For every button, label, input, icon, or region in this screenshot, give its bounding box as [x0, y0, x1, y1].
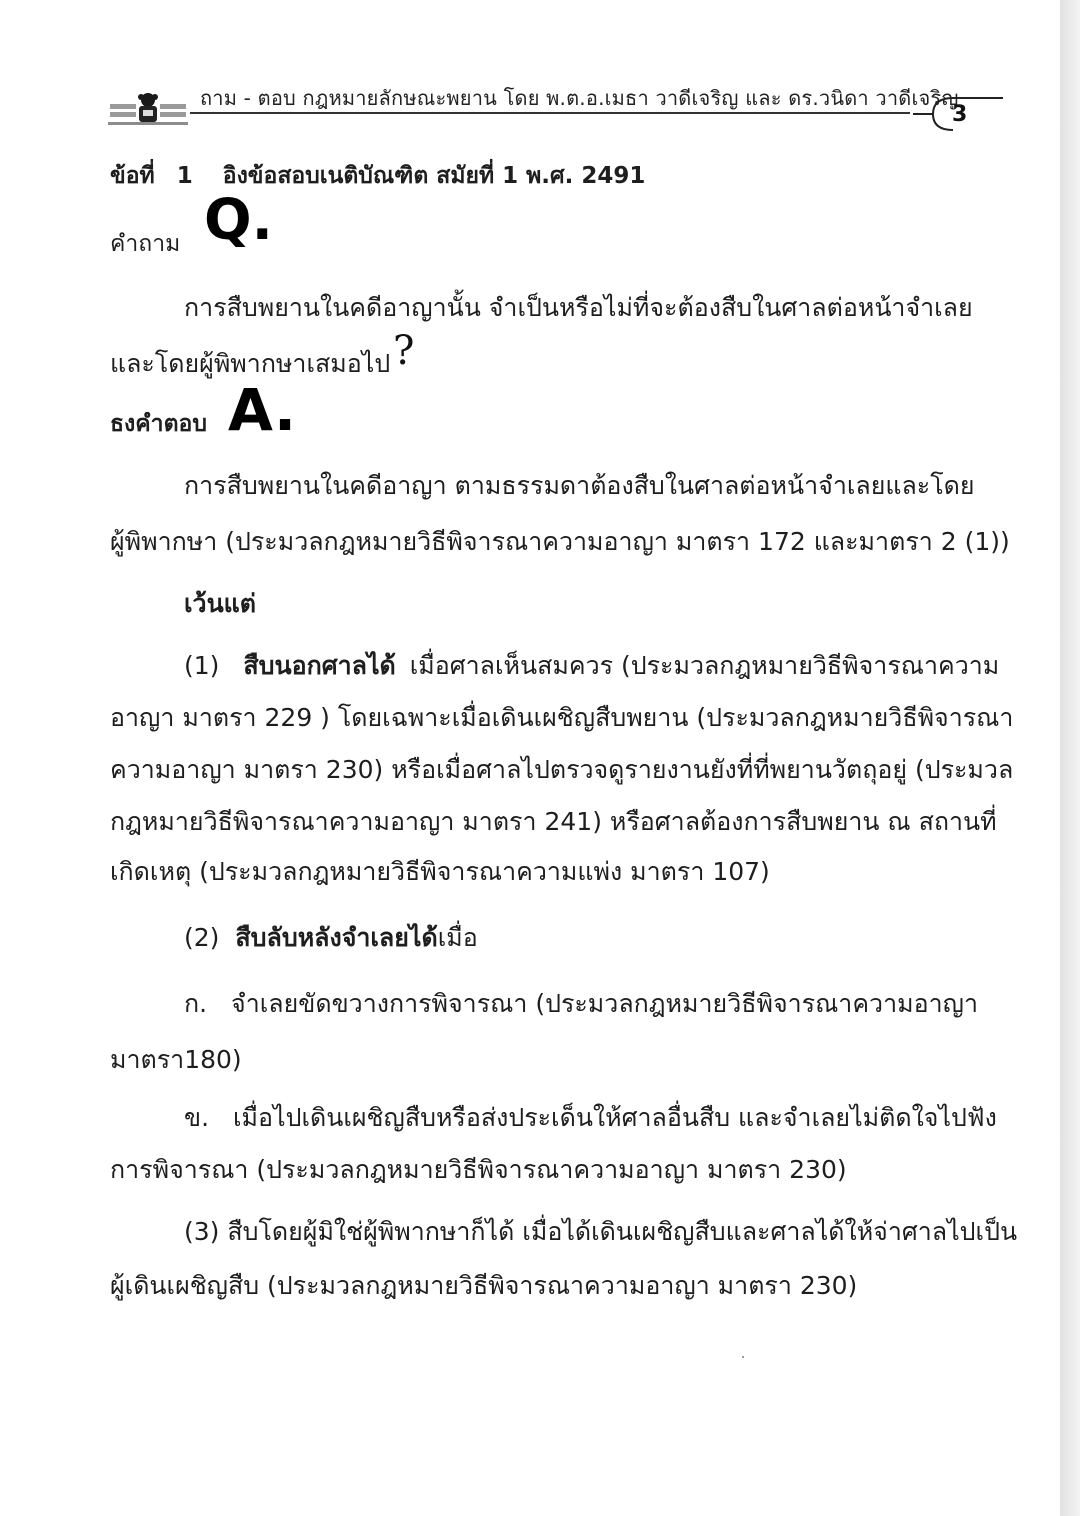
- item1-line3: ความอาญา มาตรา 230) หรือเมื่อศาลไปตรวจดูรายงานยังที่ที่พยานวัตถุอยู่ (ประมวล: [110, 755, 1014, 784]
- item3-line1: (3) สืบโดยผู้มิใช่ผู้พิพากษาก็ได้ เมื่อได้เดินเผชิญสืบและศาลได้ให้จ่าศาลไปเป็น: [184, 1217, 1018, 1246]
- speck: [742, 1356, 744, 1358]
- item2-sub-a-line2: มาตรา180): [110, 1045, 242, 1074]
- question-source: อิงข้อสอบเนติบัณฑิต สมัยที่ 1 พ.ศ. 2491: [222, 163, 646, 189]
- running-header: [108, 78, 988, 134]
- item1-heading: สืบนอกศาลได้: [243, 651, 396, 680]
- item1-line1: [184, 646, 999, 686]
- item2-heading: สืบลับหลังจำเลยได้: [235, 923, 438, 952]
- item2-sub-a-text: จำเลยขัดขวางการพิจารณา (ประมวลกฎหมายวิธีพิจารณาความอาญา: [231, 989, 978, 1018]
- running-title: ถาม - ตอบ กฎหมายลักษณะพยาน โดย พ.ต.อ.เมธา วาดีเจริญ และ ดร.วนิดา วาดีเจริญ: [200, 86, 959, 110]
- item2-heading-line: [184, 918, 478, 958]
- question-text-line1: การสืบพยานในคดีอาญานั้น จำเป็นหรือไม่ที่จะต้องสืบในศาลต่อหน้าจำเลย: [184, 293, 973, 322]
- item1-line2: อาญา มาตรา 229 ) โดยเฉพาะเมื่อเดินเผชิญสืบพยาน (ประมวลกฎหมายวิธีพิจารณา: [110, 703, 1014, 732]
- page-number: 3: [952, 102, 968, 127]
- answer-intro-line2: ผู้พิพากษา (ประมวลกฎหมายวิธีพิจารณาความอาญา มาตรา 172 และมาตรา 2 (1)): [110, 527, 1010, 556]
- question-heading: [110, 158, 645, 194]
- header-rule: [190, 112, 910, 114]
- item1-line5: เกิดเหตุ (ประมวลกฎหมายวิธีพิจารณาความแพ่ง มาตรา 107): [110, 857, 770, 886]
- item2-sub-b-text: เมื่อไปเดินเผชิญสืบหรือส่งประเด็นให้ศาลอื่นสืบ และจำเลยไม่ติดใจไปฟัง: [233, 1103, 997, 1132]
- item2-sub-a-line1: [184, 984, 978, 1024]
- question-label: คำถาม: [110, 231, 181, 257]
- question-number: 1: [176, 163, 193, 189]
- item1-number: (1): [184, 651, 220, 680]
- question-mark: ?: [393, 328, 415, 374]
- except-heading: เว้นแต่: [184, 589, 257, 618]
- question-text-line2: และโดยผู้พิพากษาเสมอไป: [110, 349, 391, 378]
- item3-line2: ผู้เดินเผชิญสืบ (ประมวลกฎหมายวิธีพิจารณาความอาญา มาตรา 230): [110, 1271, 858, 1300]
- book-logo-icon: [108, 88, 188, 128]
- item1-line1-rest: เมื่อศาลเห็นสมควร (ประมวลกฎหมายวิธีพิจารณาความ: [409, 651, 1000, 680]
- item2-sub-b-line2: การพิจารณา (ประมวลกฎหมายวิธีพิจารณาความอาญา มาตรา 230): [110, 1155, 847, 1184]
- page-edge: [1060, 0, 1080, 1516]
- item2-number: (2): [184, 923, 220, 952]
- question-number-label: ข้อที่: [110, 163, 155, 189]
- item2-sub-a-number: ก.: [184, 989, 208, 1018]
- answer-marker: A.: [228, 376, 296, 444]
- item1-line4: กฎหมายวิธีพิจารณาความอาญา มาตรา 241) หรือศาลต้องการสืบพยาน ณ สถานที่: [110, 807, 997, 836]
- answer-intro-line1: การสืบพยานในคดีอาญา ตามธรรมดาต้องสืบในศาลต่อหน้าจำเลยและโดย: [184, 471, 975, 500]
- item2-heading-rest: เมื่อ: [437, 923, 478, 952]
- item2-sub-b-number: ข.: [184, 1103, 210, 1132]
- item2-sub-b-line1: [184, 1098, 997, 1138]
- answer-label: ธงคำตอบ: [110, 411, 207, 437]
- question-marker: Q.: [204, 188, 273, 253]
